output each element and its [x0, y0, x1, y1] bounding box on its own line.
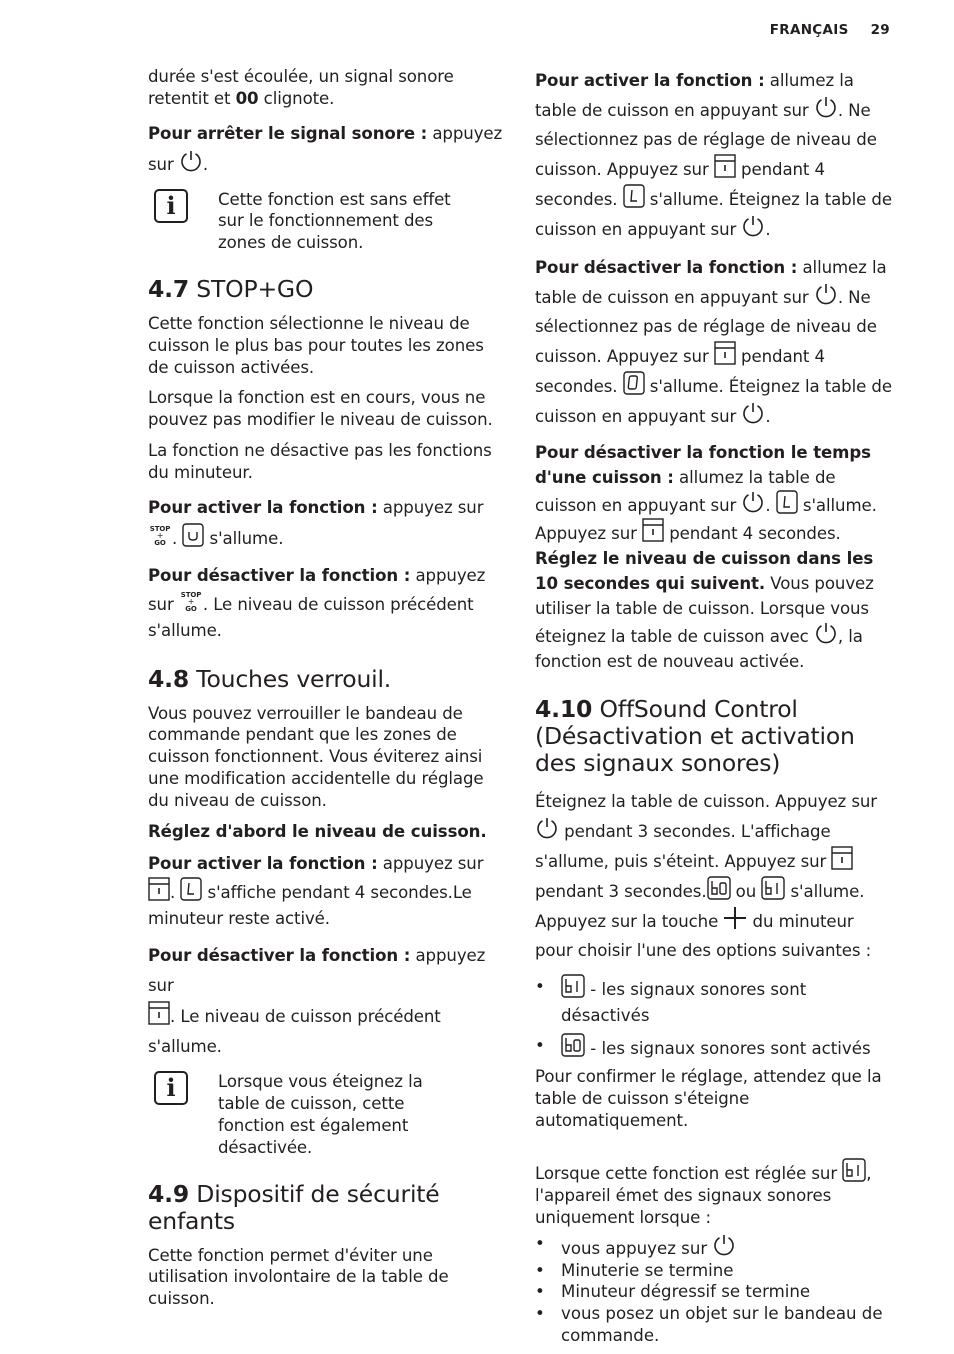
stop-go-icon — [179, 589, 203, 613]
display-u-icon — [182, 523, 204, 547]
note-text: Cette fonction est sans effet sur le fonctionnement des zones de cuisson. — [218, 189, 451, 253]
info-note — [148, 1071, 508, 1158]
power-icon — [712, 1233, 736, 1257]
options-list — [535, 974, 895, 1062]
header-language: FRANÇAIS — [769, 22, 849, 38]
display-l-icon — [180, 877, 202, 901]
paragraph: durée s'est écoulée, un signal sonore retentit et 00 clignote. — [148, 67, 454, 108]
stop-go-icon — [148, 523, 172, 547]
display-b1-icon — [761, 876, 785, 900]
svg-text:STOP: STOP — [149, 524, 171, 533]
power-icon — [741, 490, 765, 514]
paragraph: La fonction ne désactive pas les fonctions du minuteur. — [148, 440, 492, 482]
paragraph: Pour désactiver la fonction : appuyez sur . Le niveau de cuisson précédent s'allume. — [148, 946, 486, 1057]
display-b1-icon — [561, 974, 585, 998]
display-l-icon — [776, 490, 798, 514]
power-icon — [741, 401, 765, 425]
power-icon — [814, 95, 838, 119]
display-l-icon — [623, 184, 645, 208]
page-number: 29 — [870, 22, 890, 38]
lock-key-icon — [148, 1001, 170, 1025]
list-item: • - les signaux sonores sont activés — [535, 1033, 895, 1062]
list-item: • vous appuyez sur — [535, 1233, 895, 1260]
paragraph: Pour activer la fonction : appuyez sur STOP + GO . s'allume. — [148, 497, 484, 548]
svg-text:+: + — [156, 530, 164, 540]
power-icon — [741, 214, 765, 238]
list-item: • Minuterie se termine — [535, 1260, 895, 1282]
left-column — [148, 66, 508, 1319]
plus-icon — [723, 906, 747, 930]
paragraph: Éteignez la table de cuisson. Appuyez sur pendant 3 secondes. L'affichage s'allume, puis s'éteint. Appuyez sur pendant 3 secondes. ou s'allume. Appuyez sur la touche du minuteur pour choisir l'une des options suivantes : — [535, 792, 878, 960]
conditions-list — [535, 1233, 895, 1347]
lock-key-icon — [714, 341, 736, 365]
section-heading-4-9: 4.9 Dispositif de sécurité enfants — [148, 1179, 440, 1235]
display-b0-icon — [561, 1033, 585, 1057]
lock-key-icon — [642, 518, 664, 542]
svg-text:GO: GO — [185, 604, 197, 613]
list-item: • Minuteur dégressif se termine — [535, 1281, 895, 1303]
paragraph: Lorsque cette fonction est réglée sur , l'appareil émet des signaux sonores uniquement lorsque : — [535, 1158, 895, 1228]
list-item: • vous posez un objet sur le bandeau de commande. — [535, 1303, 895, 1347]
paragraph: Pour activer la fonction : appuyez sur . s'affiche pendant 4 secondes.Le minuteur reste activé. — [148, 854, 484, 929]
list-item: • - les signaux sonores sont désactivés — [535, 974, 895, 1029]
paragraph: Cette fonction permet d'éviter une utilisation involontaire de la table de cuisson. — [148, 1245, 449, 1309]
paragraph: Pour arrêter le signal sonore : appuyez sur . — [148, 123, 503, 174]
display-b0-icon — [707, 876, 731, 900]
display-b1-icon — [842, 1158, 866, 1182]
right-column — [535, 66, 895, 1351]
section-heading-4-8: 4.8 Touches verrouil. — [148, 664, 392, 693]
info-icon: i — [154, 189, 188, 223]
section-heading-4-7: 4.7 STOP+GO — [148, 274, 314, 303]
paragraph: Vous pouvez verrouiller le bandeau de commande pendant que les zones de cuisson fonctionnent. Vous éviterez ainsi une modification accidentelle du réglage du niveau de cuisson. — [148, 703, 484, 810]
info-icon: i — [154, 1071, 188, 1105]
power-icon — [535, 816, 559, 840]
lock-key-icon — [831, 846, 853, 870]
paragraph: Pour désactiver la fonction : appuyez sur STOP + GO . Le niveau de cuisson précédent s'allume. — [148, 565, 486, 640]
paragraph: Lorsque la fonction est en cours, vous ne pouvez pas modifier le niveau de cuisson. — [148, 388, 493, 430]
paragraph: Pour confirmer le réglage, attendez que la table de cuisson s'éteigne automatiquement. — [535, 1067, 882, 1130]
lock-key-icon — [148, 877, 170, 901]
power-icon — [814, 621, 838, 645]
paragraph: Cette fonction sélectionne le niveau de cuisson le plus bas pour toutes les zones de cuisson activées. — [148, 313, 484, 377]
note-text: Lorsque vous éteignez la table de cuisson, cette fonction est également désactivée. — [218, 1072, 423, 1157]
power-icon — [814, 282, 838, 306]
paragraph: Pour activer la fonction : allumez la table de cuisson en appuyant sur . Ne sélectionnez pas de réglage de niveau de cuisson. Appuyez sur pendant 4 secondes. s'allume. Éteignez la table de cuisson en appuyant sur . — [535, 71, 892, 239]
svg-text:STOP: STOP — [180, 590, 202, 599]
svg-text:GO: GO — [154, 538, 166, 547]
paragraph: Réglez d'abord le niveau de cuisson. — [148, 821, 487, 841]
lock-key-icon — [714, 154, 736, 178]
display-zero-icon — [623, 371, 645, 395]
paragraph: Pour désactiver la fonction le temps d'une cuisson : allumez la table de cuisson en appuyant sur . s'allume. Appuyez sur pendant 4 secondes. Réglez le niveau de cuisson dans les 10 secondes qui suivent. Vous pouvez utiliser la table de cuisson. Lorsque vous éteignez la table de cuisson avec , la fonction est de nouveau activée. — [535, 443, 877, 671]
info-note — [148, 189, 508, 254]
power-icon — [179, 149, 203, 173]
section-heading-4-10: 4.10 OffSound Control (Désactivation et activation des signaux sonores) — [535, 695, 855, 777]
svg-text:+: + — [187, 596, 195, 606]
paragraph: Pour désactiver la fonction : allumez la table de cuisson en appuyant sur . Ne sélectionnez pas de réglage de niveau de cuisson. Appuyez sur pendant 4 secondes. s'allume. Éteignez la table de cuisson en appuyant sur . — [535, 258, 892, 426]
page-header — [770, 22, 890, 38]
